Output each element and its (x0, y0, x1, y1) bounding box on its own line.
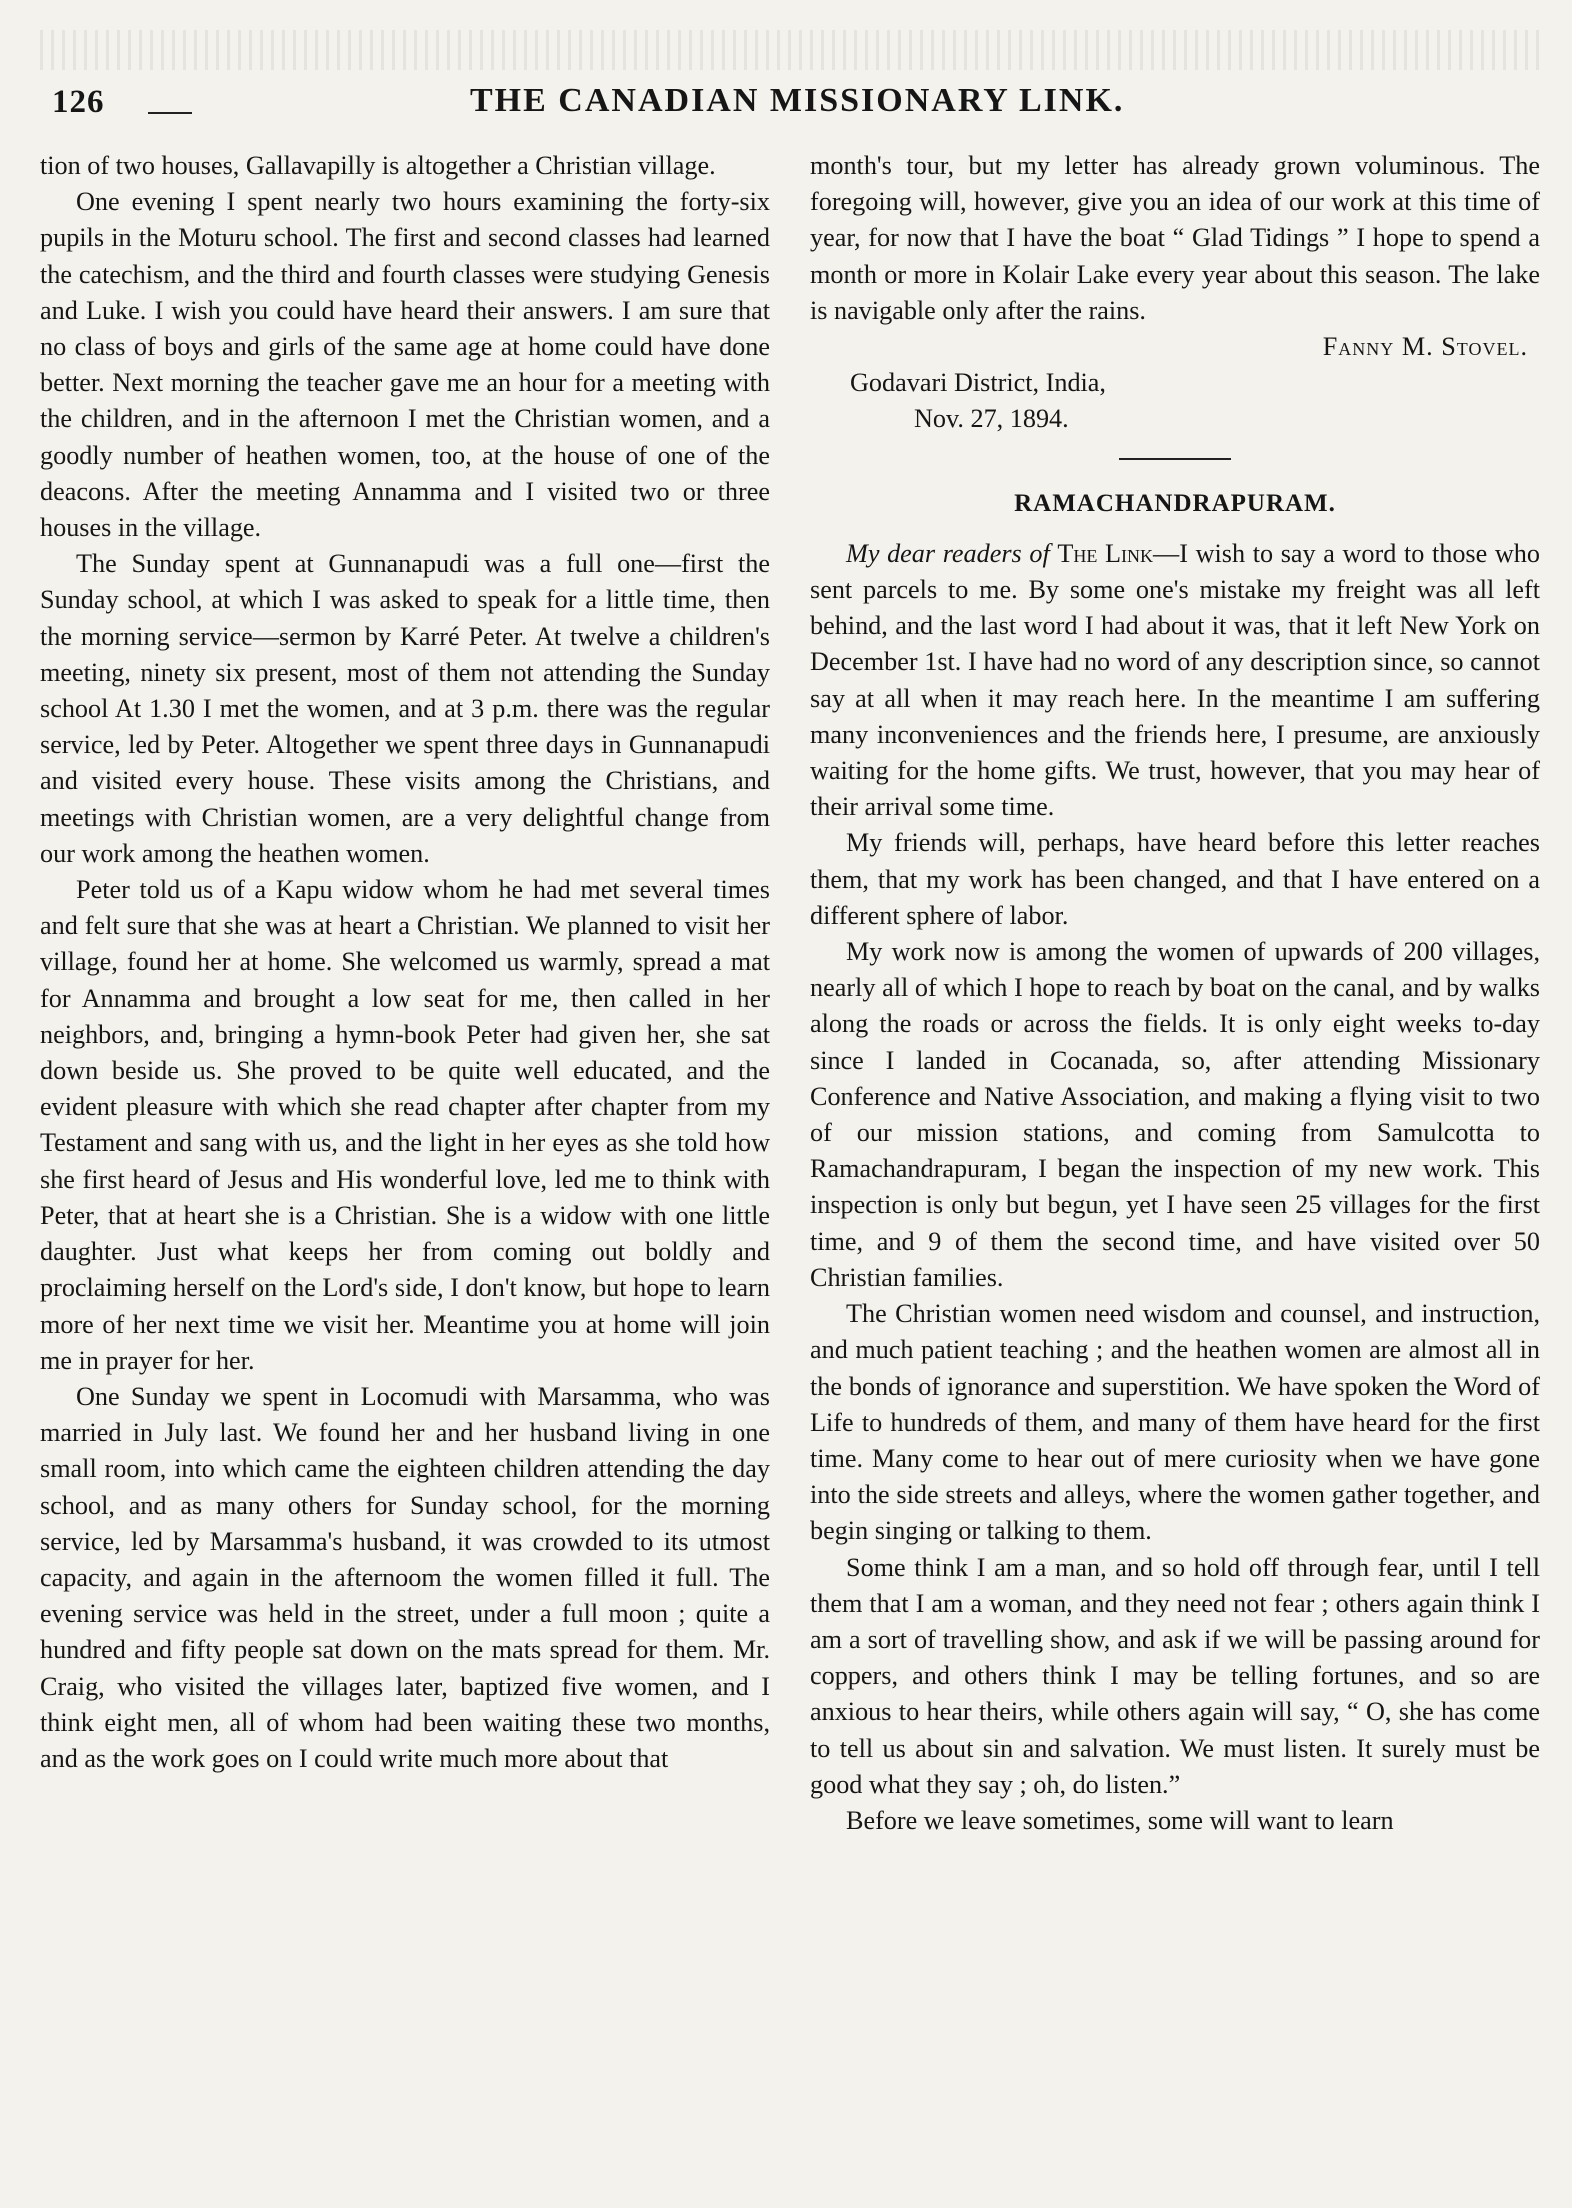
left-column (40, 148, 770, 1777)
paragraph: The Sunday spent at Gunnanapudi was a full one—first the Sunday school, at which I was asked to speak for a little time, then the morning service—sermon by Karré Peter. At twelve a children's meeting, ninety six present, most of them not attending the Sunday school At 1.30 I met the women, and at 3 p.m. there was the regular service, led by Peter. Altogether we spent three days in Gunnanapudi and visited every house. These visits among the Christians, and meetings with Christian women, are a very delightful change from our work among the heathen women. (40, 549, 770, 868)
journal-title: THE CANADIAN MISSIONARY LINK. (470, 82, 1125, 119)
dateline-date: Nov. 27, 1894. (914, 404, 1069, 434)
salutation-name: The Link (1057, 538, 1154, 568)
paragraph: Peter told us of a Kapu widow whom he had met several times and felt sure that she was at heart a Christian. We planned to visit her village, found her at home. She welcomed us warmly, spread a mat for Annamma and brought a low seat for me, then called in her neighbors, and, bringing a hymn-book Peter had given her, she sat down beside us. She proved to be quite well educated, and the evident pleasure with which she read chapter after chapter from my Testament and sang with us, and the light in her eyes as she told how she first heard of Jesus and His wonderful love, led me to think with Peter, that at heart she is a Christian. She is a widow with one little daughter. Just what keeps her from coming out boldly and proclaiming herself on the Lord's side, I don't know, but hope to learn more of her next time we visit her. Meantime you at home will join me in prayer for her. (40, 875, 770, 1375)
paragraph: Before we leave sometimes, some will want to learn (846, 1805, 1394, 1835)
salutation: My dear readers of (846, 538, 1050, 568)
dateline-place: Godavari District, India, (850, 368, 1106, 398)
right-column (810, 148, 1540, 1839)
section-divider (1119, 458, 1231, 460)
section-title: RAMACHANDRAPURAM. (1014, 489, 1336, 517)
page-number: 126 (52, 84, 105, 120)
print-noise (40, 30, 1540, 70)
paragraph: The Christian women need wisdom and counsel, and instruction, and much patient teaching ; and the heathen women are almost all in the bonds of ignorance and superstition. We have spoken the Word of Life to hundreds of them, and many of them have heard for the first time. Many come to hear out of mere curiosity when we have gone into the side streets and alleys, where the women gather together, and begin singing or talking to them. (810, 1299, 1540, 1546)
header-rule (148, 112, 192, 114)
paragraph: One Sunday we spent in Locomudi with Marsamma, who was married in July last. We found her and her husband living in one small room, into which came the eighteen children attending the day school, and as many others for Sunday school, for the morning service, led by Marsamma's husband, it was crowded to its utmost capacity, and again in the afternoom the women filled it full. The evening service was held in the street, under a full moon ; quite a hundred and fifty people sat down on the mats spread for them. Mr. Craig, who visited the villages later, baptized five women, and I think eight men, all of whom had been waiting these two months, and as the work goes on I could write much more about that (40, 1381, 770, 1773)
page-header (30, 80, 1550, 130)
paragraph: My friends will, perhaps, have heard before this letter reaches them, that my work has been changed, and that I have entered on a different sphere of labor. (810, 828, 1540, 930)
author-signature: Fanny M. Stovel. (1322, 332, 1528, 362)
paragraph-text: —I wish to say a word to those who sent parcels to me. By some one's mistake my freight was all left behind, and the last word I had about it was, that it left New York on December 1st. I have had no word of any description since, so cannot say at all when it may reach here. In the meantime I am suffering many inconveniences and the friends here, I presume, are anxiously waiting for the home gifts. We trust, however, that you may hear of their arrival some time. (810, 538, 1540, 822)
paragraph: My work now is among the women of upwards of 200 villages, nearly all of which I hope to reach by boat on the canal, and by walks along the roads or across the fields. It is only eight weeks to-day since I landed in Cocanada, so, after attending Missionary Conference and Native Association, and making a flying visit to two of our mission stations, and coming from Samulcotta to Ramachandrapuram, I began the inspection of my new work. This inspection is only but begun, yet I have seen 25 villages for the first time, and 9 of them the second time, and have visited over 50 Christian families. (810, 937, 1540, 1292)
paragraph (810, 536, 1540, 826)
paragraph: One evening I spent nearly two hours examining the forty-six pupils in the Moturu school. The first and second classes had learned the catechism, and the third and fourth classes were studying Genesis and Luke. I wish you could have heard their answers. I am sure that no class of boys and girls of the same age at home could have done better. Next morning the teacher gave me an hour for a meeting with the children, and in the afternoon I met the Christian women, and a goodly number of heathen women, too, at the house of one of the deacons. After the meeting Annamma and I visited two or three houses in the village. (40, 187, 770, 543)
paragraph: Some think I am a man, and so hold off through fear, until I tell them that I am a woman, and they need not fear ; others again think I am a sort of travelling show, and ask if we will be passing around for coppers, and others think I may be telling fortunes, and so are anxious to hear theirs, while others again will say, “ O, she has come to tell us about sin and salvation. We must listen. It surely must be good what they say ; oh, do listen.” (810, 1552, 1540, 1799)
paragraph: tion of two houses, Gallavapilly is altogether a Christian village. (40, 151, 716, 180)
paragraph: month's tour, but my letter has already grown voluminous. The foregoing will, however, give you an idea of our work at this time of year, for now that I have the boat “ Glad Tidings ” I hope to spend a month or more in Kolair Lake every year about this season. The lake is navigable only after the rains. (810, 151, 1540, 325)
